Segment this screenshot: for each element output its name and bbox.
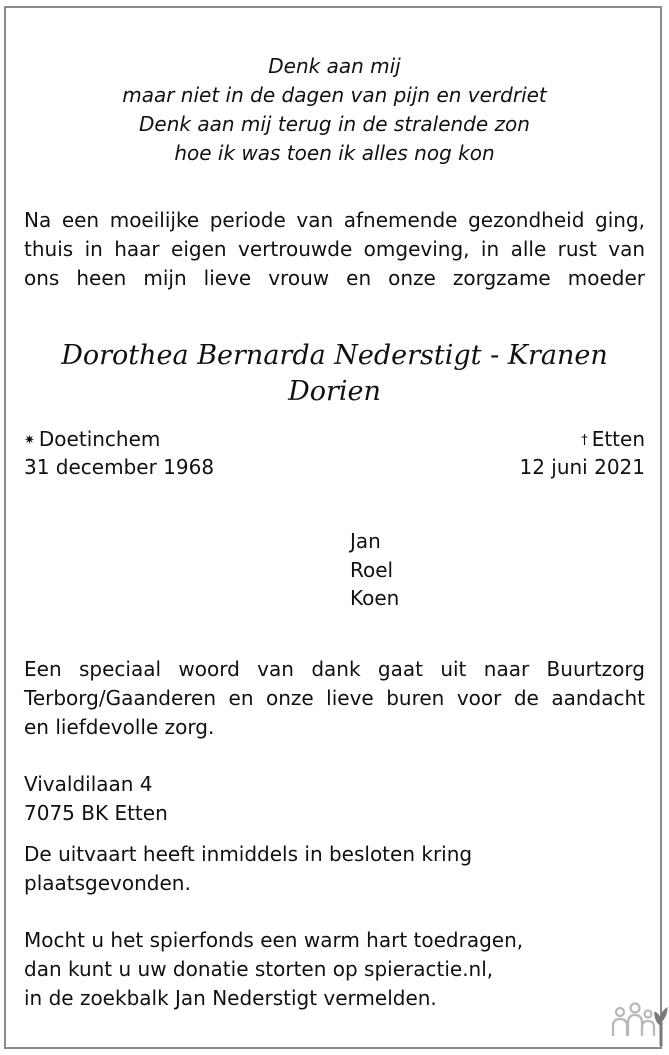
address-block (24, 770, 645, 828)
family-tree-icon (609, 996, 669, 1046)
thanks-paragraph (24, 655, 645, 742)
address-street: Vivaldilaan 4 (24, 772, 153, 796)
funeral-line: plaatsgevonden. (24, 871, 191, 895)
intro-line: Na een moeilijke periode van afnemende gezondheid ging, (24, 208, 645, 232)
poem-line: maar niet in de dagen van pijn en verdriet (122, 83, 547, 107)
intro-line: thuis in haar eigen vertrouwde omgeving, in alle rust van (24, 237, 645, 261)
family-member: Jan (350, 529, 381, 553)
birth-date: 31 december 1968 (24, 455, 215, 479)
thanks-line: en liefdevolle zorg. (24, 715, 215, 739)
funeral-paragraph (24, 840, 645, 898)
thanks-line: Terborg/Gaanderen en onze lieve buren voor de aandacht (24, 686, 645, 710)
birth-place (24, 425, 160, 455)
family-member: Roel (350, 557, 394, 582)
address-postal-city: 7075 BK Etten (24, 801, 168, 825)
donation-line: Mocht u het spierfonds een warm hart toedragen, (24, 928, 524, 952)
death-date: 12 juni 2021 (519, 455, 645, 479)
birth-place-text: Doetinchem (38, 427, 161, 451)
family-names (350, 527, 399, 613)
poem (0, 52, 669, 168)
family-member: Koen (350, 586, 400, 610)
deceased-full-name: Dorothea Bernarda Nederstigt - Kranen (61, 340, 608, 371)
thanks-line: Een speciaal woord van dank gaat uit naar Buurtzorg (24, 657, 645, 681)
intro-line: ons heen mijn lieve vrouw en onze zorgzame moeder (24, 266, 645, 290)
donation-line: in de zoekbalk Jan Nederstigt vermelden. (24, 986, 437, 1010)
intro-paragraph (24, 206, 645, 293)
poem-line: Denk aan mij (268, 54, 401, 78)
donation-paragraph (24, 926, 645, 1013)
poem-line: hoe ik was toen ik alles nog kon (174, 141, 495, 165)
dates-row (24, 453, 645, 481)
donation-line: dan kunt u uw donatie storten op spieractie.nl, (24, 957, 494, 981)
deceased-name-block (0, 338, 669, 410)
death-place (581, 425, 645, 455)
birth-star-icon: ✷ (24, 433, 35, 448)
deceased-nickname: Dorien (288, 376, 381, 407)
death-place-text: Etten (591, 427, 645, 451)
poem-line: Denk aan mij terug in de stralende zon (139, 112, 530, 136)
funeral-line: De uitvaart heeft inmiddels in besloten kring (24, 842, 473, 866)
places-row (24, 425, 645, 455)
death-cross-icon: † (581, 433, 588, 448)
